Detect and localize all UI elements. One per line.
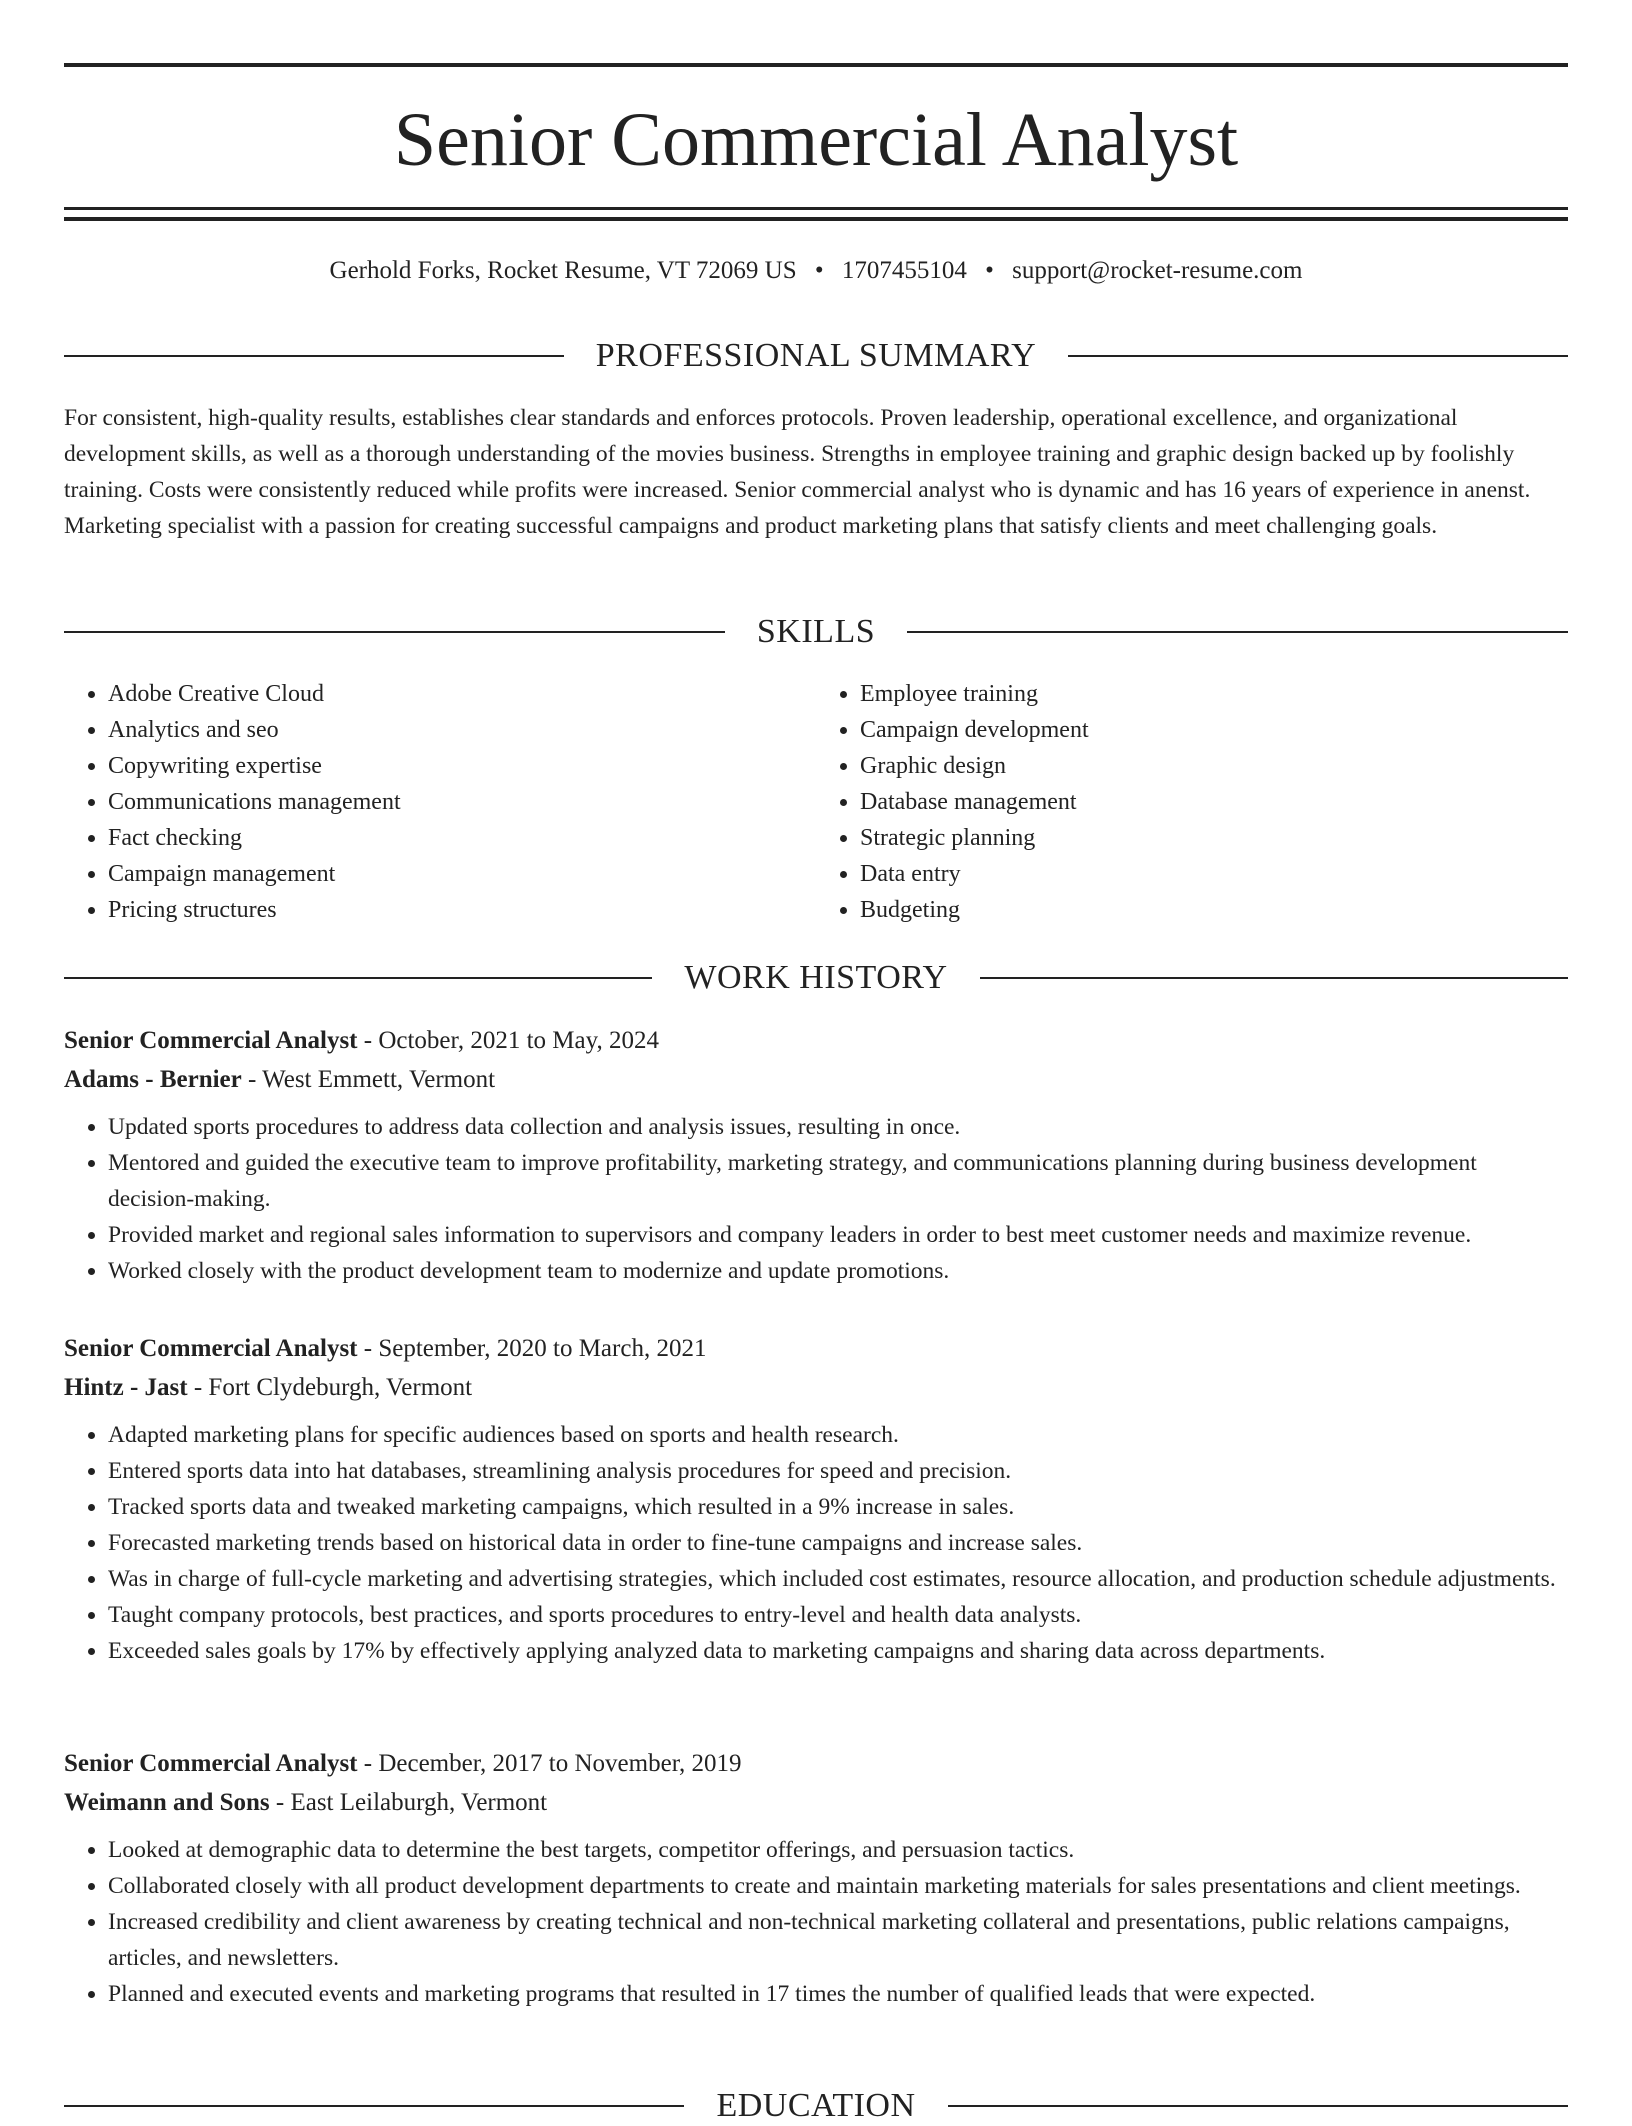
job-bullets	[64, 1109, 1568, 1289]
skill-item: • Pricing structures	[108, 892, 816, 928]
skill-item: • Strategic planning	[860, 820, 1568, 856]
skills-column-right	[816, 676, 1568, 928]
skill-item: • Analytics and seo	[108, 712, 816, 748]
job-bullet: • Collaborated closely with all product development departments to create and maintain marketing materials for sales presentations and client meetings.	[108, 1868, 1568, 1904]
skill-item: • Fact checking	[108, 820, 816, 856]
contact-line	[64, 254, 1568, 288]
job-dates: - September, 2020 to March, 2021	[357, 1335, 707, 1362]
skills-list	[64, 676, 1568, 928]
job-bullet: • Exceeded sales goals by 17% by effectively applying analyzed data to marketing campaigns and sharing data across departments.	[108, 1633, 1568, 1669]
job-title: Senior Commercial Analyst	[64, 1335, 358, 1362]
job-title-line	[64, 1329, 1568, 1368]
skill-item: • Communications management	[108, 784, 816, 820]
contact-email: support@rocket-resume.com	[1012, 257, 1303, 284]
contact-separator: •	[814, 257, 824, 284]
section-rule	[1068, 355, 1568, 357]
job-company: Weimann and Sons	[64, 1789, 270, 1816]
section-rule	[64, 631, 725, 633]
section-rule	[64, 355, 564, 357]
section-title: SKILLS	[756, 613, 876, 650]
section-header-summary	[64, 336, 1568, 376]
job-title-line	[64, 1021, 1568, 1060]
contact-separator: •	[985, 257, 994, 284]
job-bullet: • Looked at demographic data to determine the best targets, competitor offerings, and persuasion tactics.	[108, 1832, 1568, 1868]
skill-item: • Adobe Creative Cloud	[108, 676, 816, 712]
skill-item: • Data entry	[860, 856, 1568, 892]
title-double-rule	[64, 207, 1568, 221]
contact-phone: 1707455104	[841, 257, 967, 284]
job-entry	[64, 1329, 1568, 1669]
job-company-line	[64, 1368, 1568, 1407]
job-bullet: • Entered sports data into hat databases, streamlining analysis procedures for speed and precision.	[108, 1453, 1568, 1489]
job-bullet: • Tracked sports data and tweaked marketing campaigns, which resulted in a 9% increase in sales.	[108, 1489, 1568, 1525]
job-bullet: • Provided market and regional sales information to supervisors and company leaders in order to best meet customer needs and maximize revenue.	[108, 1217, 1568, 1253]
job-bullet: • Adapted marketing plans for specific audiences based on sports and health research.	[108, 1417, 1568, 1453]
job-title: Senior Commercial Analyst	[64, 1027, 358, 1054]
job-bullet: • Was in charge of full-cycle marketing and advertising strategies, which included cost estimates, resource allocation, and production schedule adjustments.	[108, 1561, 1568, 1597]
section-header-skills	[64, 612, 1568, 652]
section-header-education	[64, 2086, 1568, 2126]
job-company-line	[64, 1060, 1568, 1099]
skills-column-left	[64, 676, 816, 928]
job-company: Adams - Bernier	[64, 1066, 242, 1093]
job-bullet: • Mentored and guided the executive team to improve profitability, marketing strategy, and communications planning during business development decision-making.	[108, 1145, 1568, 1217]
job-entry	[64, 1021, 1568, 1289]
section-title: EDUCATION	[716, 2087, 916, 2124]
job-title-line	[64, 1744, 1568, 1783]
section-rule	[907, 631, 1568, 633]
section-title: WORK HISTORY	[684, 959, 948, 996]
job-location: - West Emmett, Vermont	[241, 1066, 496, 1093]
job-bullet: • Increased credibility and client awareness by creating technical and non-technical marketing collateral and presentations, public relations campaigns, articles, and newsletters.	[108, 1904, 1568, 1976]
job-bullet: • Forecasted marketing trends based on historical data in order to fine-tune campaigns and increase sales.	[108, 1525, 1568, 1561]
job-bullets	[64, 1417, 1568, 1669]
contact-address: Gerhold Forks, Rocket Resume, VT 72069 US	[329, 257, 797, 284]
job-company: Hintz - Jast	[64, 1374, 188, 1401]
skill-item: • Database management	[860, 784, 1568, 820]
job-bullet: • Updated sports procedures to address data collection and analysis issues, resulting in once.	[108, 1109, 1568, 1145]
resume-title: Senior Commercial Analyst	[393, 98, 1239, 182]
job-dates: - December, 2017 to November, 2019	[357, 1750, 742, 1777]
section-rule	[980, 977, 1568, 979]
job-location: - Fort Clydeburgh, Vermont	[187, 1374, 473, 1401]
job-location: - East Leilaburgh, Vermont	[269, 1789, 548, 1816]
skill-item: • Campaign development	[860, 712, 1568, 748]
section-header-work-history	[64, 958, 1568, 998]
skill-item: • Employee training	[860, 676, 1568, 712]
skill-item: • Graphic design	[860, 748, 1568, 784]
section-rule	[64, 2105, 684, 2107]
job-bullet: • Worked closely with the product development team to modernize and update promotions.	[108, 1253, 1568, 1289]
top-rule	[64, 63, 1568, 67]
skill-item: • Campaign management	[108, 856, 816, 892]
job-company-line	[64, 1783, 1568, 1822]
job-title: Senior Commercial Analyst	[64, 1750, 358, 1777]
section-title: PROFESSIONAL SUMMARY	[595, 337, 1037, 374]
job-dates: - October, 2021 to May, 2024	[357, 1027, 660, 1054]
section-rule	[64, 977, 652, 979]
skill-item: • Copywriting expertise	[108, 748, 816, 784]
summary-text: For consistent, high-quality results, establishes clear standards and enforces protocols. Proven leadership, operational excellence, and organizational development skills, as well as a thorough understanding of the movies business. Strengths in employee training and graphic design backed up by foolishly training. Costs were consistently reduced while profits were increased. Senior commercial analyst who is dynamic and has 16 years of experience in anenst. Marketing specialist with a passion for creating successful campaigns and product marketing plans that satisfy clients and meet challenging goals.	[64, 405, 1531, 539]
job-entry	[64, 1744, 1568, 2012]
job-bullet: • Taught company protocols, best practices, and sports procedures to entry-level and health data analysts.	[108, 1597, 1568, 1633]
job-bullets	[64, 1832, 1568, 2012]
job-bullet: • Planned and executed events and marketing programs that resulted in 17 times the number of qualified leads that were expected.	[108, 1976, 1568, 2012]
skill-item: • Budgeting	[860, 892, 1568, 928]
section-rule	[948, 2105, 1568, 2107]
